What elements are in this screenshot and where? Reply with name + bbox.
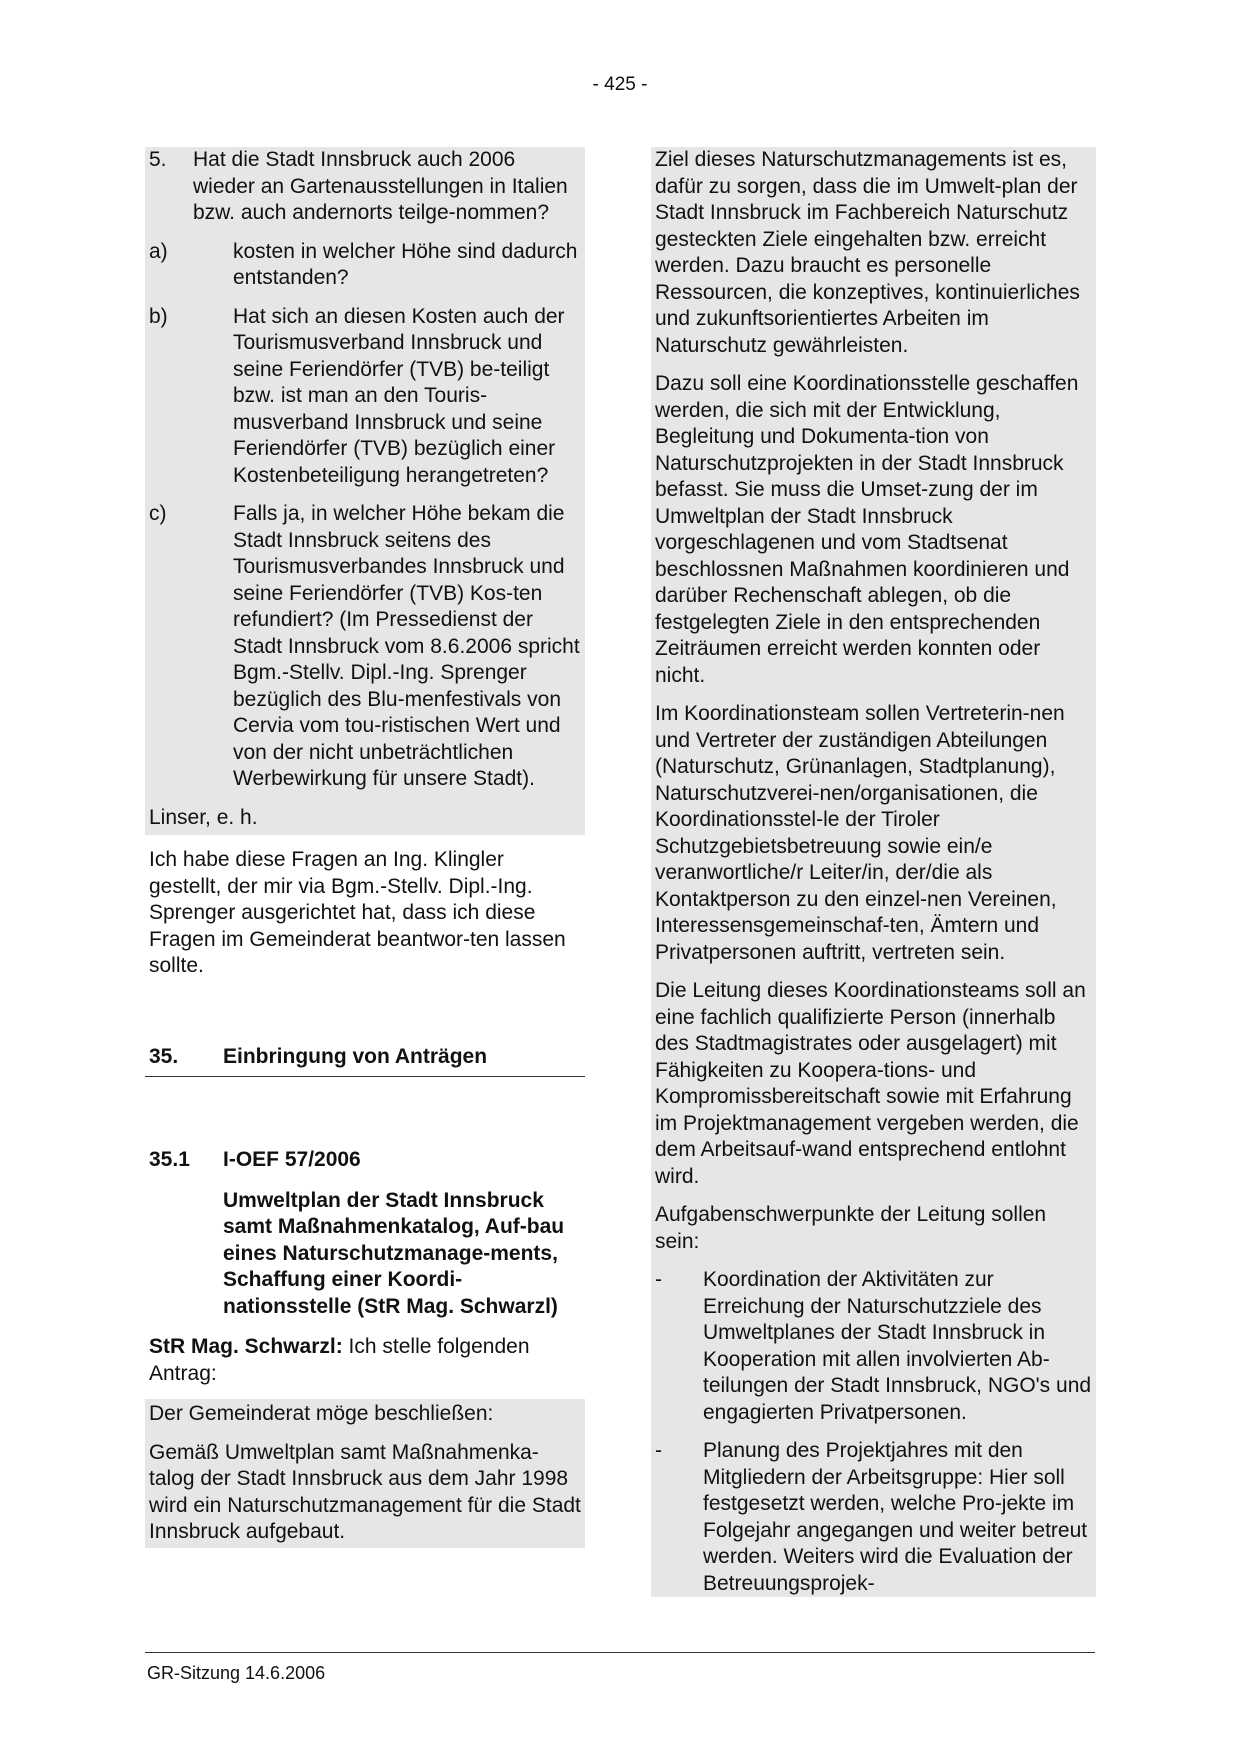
motion-heading bbox=[145, 1147, 585, 1174]
section-heading bbox=[145, 1044, 585, 1078]
motion-title: Umweltplan der Stadt Innsbruck samt Maßnahmenkatalog, Auf-bau eines Naturschutzmanage-ments, Schaffung einer Koordi-nationsstelle (StR Mag. Schwarzl) bbox=[223, 1188, 565, 1318]
right-paragraph: Aufgabenschwerpunkte der Leitung sollen sein: bbox=[655, 1203, 1047, 1253]
sub-question-b bbox=[145, 304, 585, 490]
motion-block bbox=[145, 1399, 585, 1548]
speaker-text: Ich stelle folgenden Antrag: bbox=[149, 1335, 530, 1385]
section-number: 35. bbox=[149, 1044, 179, 1068]
sub-question-text: Falls ja, in welcher Höhe bekam die Stadt Innsbruck seitens des Tourismusverbandes Innsbruck und seine Feriendörfer (TVB) Kos-ten refundiert? (Im Pressedienst der Stadt Innsbruck vom 8.6.2006 spricht Bgm.-Stellv. Dipl.-Ing. Sprenger bezüglich des Blu-menfestivals von Cervia vom tou-ristischen Wert und von der nicht unbeträchtlichen Werbewirkung für unsere Stadt). bbox=[233, 502, 580, 790]
sub-question-label: b) bbox=[149, 304, 168, 328]
speaker-name: StR Mag. Schwarzl: bbox=[149, 1335, 343, 1358]
motion-reference: I-OEF 57/2006 bbox=[223, 1148, 361, 1171]
right-column bbox=[651, 147, 1096, 1597]
footer-text: GR-Sitzung 14.6.2006 bbox=[147, 1663, 326, 1683]
right-paragraph: Dazu soll eine Koordinationsstelle geschaffen werden, die sich mit der Entwicklung, Begleitung und Dokumenta-tion von Naturschutzprojekten in der Stadt Innsbruck befasst. Sie muss die Umset-zung der im Umweltplan der Stadt Innsbruck vorgeschlagenen und vom Stadtsenat beschlossnen Maßnahmen koordinieren und darüber Rechenschaft ablegen, ob die festgelegten Ziele in den entsprechenden Zeiträumen erreicht werden konnten oder nicht. bbox=[655, 372, 1079, 687]
sub-question-label: a) bbox=[149, 239, 168, 263]
left-column bbox=[145, 147, 585, 1548]
speaker-paragraph bbox=[145, 1334, 585, 1387]
bullet-dash: - bbox=[655, 1268, 662, 1291]
bullet-dash: - bbox=[655, 1439, 662, 1462]
sub-question-a bbox=[145, 239, 585, 292]
answer-paragraph: Ich habe diese Fragen an Ing. Klingler gestellt, der mir via Bgm.-Stellv. Dipl.-Ing. Sprenger ausgerichtet hat, dass ich diese Fragen im Gemeinderat beantwor-ten lassen sollte. bbox=[149, 848, 566, 977]
question-number: 5. bbox=[149, 148, 167, 171]
section-title: Einbringung von Anträgen bbox=[223, 1044, 488, 1068]
bullet-text: Koordination der Aktivitäten zur Erreichung der Naturschutzziele des Umweltplanes der Stadt Innsbruck in Kooperation mit allen involvierten Ab-teilungen der Stadt Innsbruck, NGO's und engagierten Privatpersonen. bbox=[703, 1268, 1092, 1424]
question-block bbox=[145, 147, 585, 835]
right-paragraph: Ziel dieses Naturschutzmanagements ist es, dafür zu sorgen, dass die im Umwelt-plan der Stadt Innsbruck im Fachbereich Naturschutz gesteckten Ziele eingehalten bzw. erreicht werden. Dazu braucht es personelle Ressourcen, die konzeptives, kontinuierliches und zukunftsorientiertes Arbeiten im Naturschutz gewährleisten. bbox=[655, 148, 1080, 357]
sub-question-text: Hat sich an diesen Kosten auch der Tourismusverband Innsbruck und seine Feriendörfer (TVB) be-teiligt bzw. ist man an den Touris-musverband Innsbruck und seine Feriendörfer (TVB) bezüglich einer Kostenbeteiligung herangetreten? bbox=[233, 304, 565, 487]
footer-divider bbox=[145, 1652, 1095, 1653]
right-paragraph: Im Koordinationsteam sollen Vertreterin-nen und Vertreter der zuständigen Abteilungen (Naturschutz, Grünanlagen, Stadtplanung), Naturschutzverei-nen/organisationen, die Koordinationsstel-le der Tiroler Schutzgebietsbetreuung sowie ein/e veranwortliche/r Leiter/in, der/die als Kontaktperson zu den einzel-nen Vereinen, Interessensgemeinschaf-ten, Ämtern und Privatpersonen auftritt, vertreten sein. bbox=[655, 702, 1065, 964]
sub-question-label: c) bbox=[149, 502, 167, 525]
sub-question-c bbox=[145, 501, 585, 793]
question-text: Hat die Stadt Innsbruck auch 2006 wieder an Gartenausstellungen in Italien bzw. auch andernorts teilge-nommen? bbox=[193, 148, 568, 224]
bullet-item bbox=[651, 1438, 1096, 1597]
question-5 bbox=[145, 147, 585, 227]
signature: Linser, e. h. bbox=[149, 805, 258, 829]
motion-intro: Der Gemeinderat möge beschließen: bbox=[149, 1402, 494, 1425]
right-paragraph: Die Leitung dieses Koordinationsteams soll an eine fachlich qualifizierte Person (innerhalb des Stadtmagistrates oder ausgelagert) mit Fähigkeiten zu Koopera-tions- und Kompromissbereitschaft sowie mit Erfahrung im Projektmanagement vergeben werden, die dem Arbeitsauf-wand entsprechend entlohnt wird. bbox=[655, 979, 1086, 1188]
motion-body: Gemäß Umweltplan samt Maßnahmenka-talog der Stadt Innsbruck aus dem Jahr 1998 wird ein Naturschutzmanagement für die Stadt Innsbruck aufgebaut. bbox=[149, 1440, 581, 1543]
page-number: - 425 - bbox=[592, 74, 648, 95]
motion-number: 35.1 bbox=[149, 1148, 190, 1171]
sub-question-text: kosten in welcher Höhe sind dadurch entstanden? bbox=[233, 239, 578, 289]
bullet-item bbox=[651, 1267, 1096, 1426]
bullet-text: Planung des Projektjahres mit den Mitgliedern der Arbeitsgruppe: Hier soll festgesetzt werden, welche Pro-jekte im Folgejahr angegangen und weiter betreut werden. Weiters wird die Evaluation der Betreuungsprojek- bbox=[703, 1439, 1088, 1595]
